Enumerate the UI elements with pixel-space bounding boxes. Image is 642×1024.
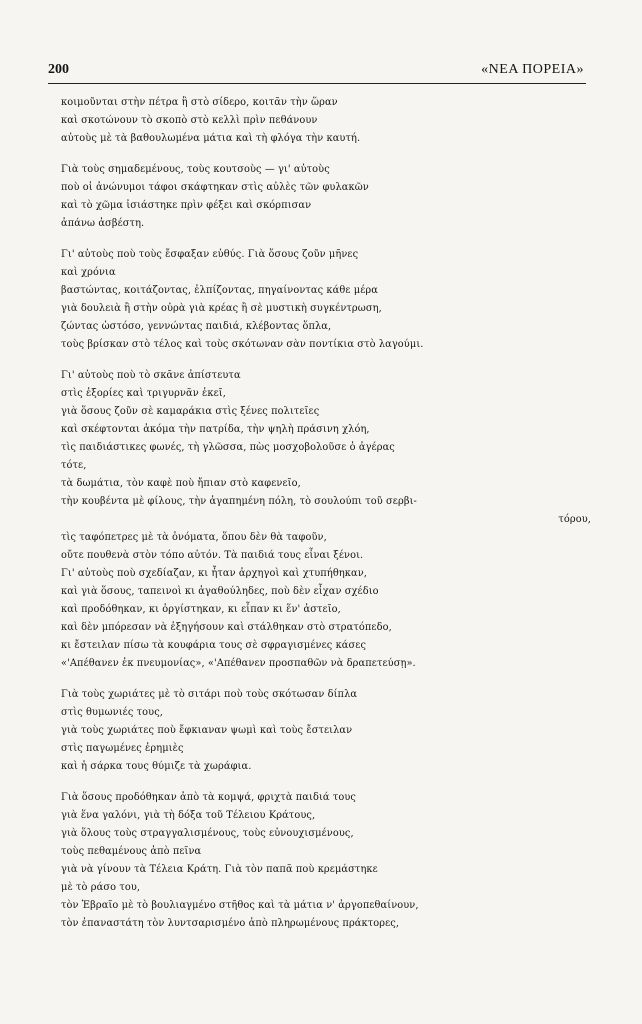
poem-line: καὶ γιὰ ὅσους, ταπεινοὶ κι ἀγαθούληδες, ποὺ δὲν εἶχαν σχέδιο [61,586,379,597]
poem-line: γιὰ ὅλους τοὺς στραγγαλισμένους, τοὺς εὐνουχισμένους, [61,828,354,839]
poem-line: τοὺς πεθαμένους ἀπὸ πεῖνα [61,846,202,857]
poem-line: στὶς ἐξορίες καὶ τριγυρνᾶν ἐκεῖ, [61,388,226,399]
poem-line: γιὰ δουλειὰ ἢ στὴν οὐρὰ γιὰ κρέας ἢ σὲ μυστικὴ συγκέντρωση, [61,303,382,314]
poem-line: στὶς παγωμένες ἐρημιὲς [61,743,184,754]
poem-line: καὶ σκέφτονται ἀκόμα τὴν πατρίδα, τὴν ψηλὴ πράσινη χλόη, [61,424,370,435]
poem-line: τὶς ταφόπετρες μὲ τὰ ὀνόματα, ὅπου δὲν θὰ ταφοῦν, [61,532,327,543]
running-header [48,60,584,82]
stanza [61,161,591,233]
poem-line: κοιμοῦνται στὴν πέτρα ἢ στὸ σίδερο, κοιτᾶν τὴν ὥραν [61,97,338,108]
poem-line: τοὺς βρίσκαν στὸ τέλος καὶ τοὺς σκότωναν σὰν ποντίκια στὸ λαγούμι. [61,339,424,350]
poem-line: καὶ χρόνια [61,267,116,278]
poem-line: ἀπάνω ἀσβέστη. [61,218,145,229]
poem-line: μὲ τὸ ράσο του, [61,882,141,893]
poem-line: Γι' αὐτοὺς ποὺ τοὺς ἔσφαξαν εὐθύς. Γιὰ ὅσους ζοῦν μῆνες [61,249,359,260]
poem-body [61,94,591,946]
poem-line: τὸν ἐπαναστάτη τὸν λυντσαρισμένο ἀπὸ πληρωμένους πράκτορες, [61,918,400,929]
poem-line: καὶ σκοτώνουν τὸ σκοπὸ στὸ κελλὶ πρὶν πεθάνουν [61,115,318,126]
page-number: 200 [48,62,69,77]
poem-line: καὶ προδόθηκαν, κι ὀργίστηκαν, κι εἶπαν κι ἕν' ἀστεῖο, [61,604,341,615]
stanza [61,94,591,148]
poem-line: Γιὰ ὅσους προδόθηκαν ἀπὸ τὰ κομψά, φριχτὰ παιδιά τους [61,792,356,803]
stanza [61,686,591,776]
poem-line: βαστώντας, κοιτάζοντας, ἐλπίζοντας, πηγαίνοντας κάθε μέρα [61,285,378,296]
poem-line: καὶ ἡ σάρκα τους θύμιζε τὰ χωράφια. [61,761,252,772]
stanza [61,246,591,354]
journal-title: «ΝΕΑ ΠΟΡΕΙΑ» [481,62,584,77]
poem-line: καὶ τὸ χῶμα ἰσιάστηκε πρὶν φέξει καὶ σκόρπισαν [61,200,312,211]
poem-line: ζώντας ὡστόσο, γεννώντας παιδιά, κλέβοντας ὅπλα, [61,321,332,332]
poem-line: γιὰ τοὺς χωριάτες ποὺ ἔφκιαναν ψωμὶ καὶ τοὺς ἔστειλαν [61,725,353,736]
poem-line: κι ἔστειλαν πίσω τὰ κουφάρια τους σὲ σφραγισμένες κάσες [61,640,367,651]
poem-line: τὰ δωμάτια, τὸν καφὲ ποὺ ἤπιαν στὸ καφενεῖο, [61,478,301,489]
poem-line: γιὰ νὰ γίνουν τὰ Τέλεια Κράτη. Γιὰ τὸν παπᾶ ποὺ κρεμάστηκε [61,864,378,875]
poem-line: γιὰ ὅσους ζοῦν σὲ καμαράκια στὶς ξένες πολιτεῖες [61,406,320,417]
poem-line: Γι' αὐτοὺς ποὺ σχεδίαζαν, κι ἦταν ἀρχηγοὶ καὶ χτυπήθηκαν, [61,568,367,579]
poem-line: τότε, [61,460,87,471]
header-rule [48,83,586,84]
poem-line: Γιὰ τοὺς χωριάτες μὲ τὸ σιτάρι ποὺ τοὺς σκότωσαν δίπλα [61,689,358,700]
poem-line: αὐτοὺς μὲ τὰ βαθουλωμένα μάτια καὶ τὴ φλόγα τὴν καυτή. [61,133,361,144]
poem-line: ποὺ οἱ ἀνώνυμοι τάφοι σκάφτηκαν στὶς αὐλὲς τῶν φυλακῶν [61,182,369,193]
poem-line: Γιὰ τοὺς σημαδεμένους, τοὺς κουτσοὺς — γι' αὐτοὺς [61,164,330,175]
stanza [61,367,591,673]
stanza [61,789,591,933]
poem-line: γιὰ ἕνα γαλόνι, γιὰ τὴ δόξα τοῦ Τέλειου Κράτους, [61,810,316,821]
poem-line: στὶς θυμωνιές τους, [61,707,164,718]
poem-line: «'Απέθανεν ἐκ πνευμονίας», «'Απέθανεν προσπαθῶν νὰ δραπετεύσῃ». [61,658,416,669]
poem-line: καὶ δὲν μπόρεσαν νὰ ἐξηγήσουν καὶ στάλθηκαν στὸ στρατόπεδο, [61,622,392,633]
poem-line: τόρου, [558,514,591,525]
poem-line: οὔτε πουθενὰ στὸν τόπο αὐτόν. Τὰ παιδιά τους εἶναι ξένοι. [61,550,364,561]
poem-line: τὴν κουβέντα μὲ φίλους, τὴν ἀγαπημένη πόλη, τὸ σουλούπι τοῦ σερβι- [61,496,417,507]
poem-line: Γι' αὐτοὺς ποὺ τὸ σκᾶνε ἀπίστευτα [61,370,241,381]
poem-line: τὸν Ἑβραῖο μὲ τὸ βουλιαγμένο στῆθος καὶ τὰ μάτια ν' ἀργοπεθαίνουν, [61,900,419,911]
poem-line: τὶς παιδιάστικες φωνές, τὴ γλῶσσα, πὼς μοσχοβολοῦσε ὁ ἀγέρας [61,442,395,453]
